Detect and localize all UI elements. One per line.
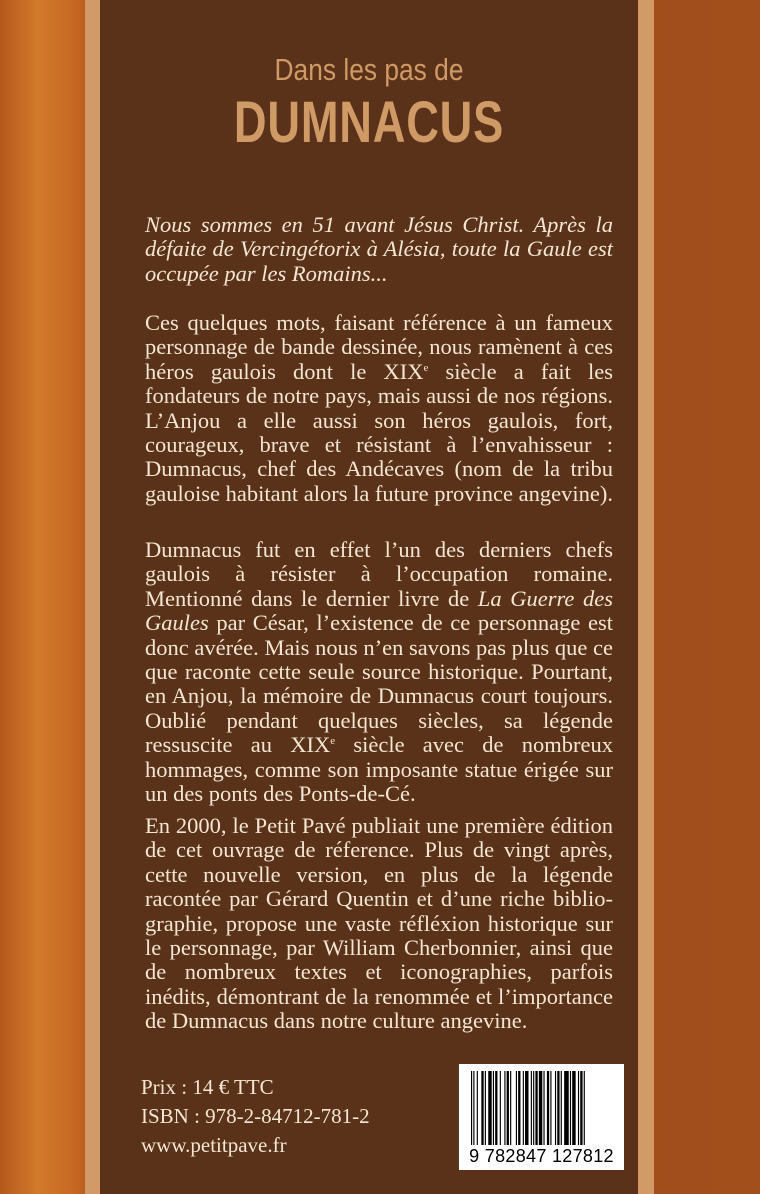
barcode-bar (578, 1071, 579, 1145)
isbn-label: ISBN : 978-2-84712-781-2 (141, 1104, 370, 1128)
barcode-bar (510, 1071, 511, 1145)
p2-book-title: La Guerre des Gaules (145, 585, 614, 636)
barcode-bar (488, 1071, 491, 1145)
isbn-barcode (459, 1064, 624, 1170)
barcode-bar (493, 1071, 494, 1145)
barcode-bar (547, 1071, 549, 1145)
barcode-bars (459, 1064, 624, 1148)
p2-text-part3: siècle avec de nombreux hommages, comme son imposante statue érigée sur un des ponts des Ponts-de-Cé. (145, 732, 613, 807)
barcode-bar (572, 1071, 575, 1145)
barcode-digits: 9 782847 127812 (469, 1146, 614, 1166)
barcode-bar (516, 1071, 517, 1145)
barcode-bar (525, 1071, 528, 1145)
book-title-line2: DUMNACUS (233, 90, 505, 155)
p2-text-part2: par César, l’existence de ce personnage est donc avérée. Mais nous n’en savons pas plus que ce que raconte cette seule source historique. Pourtant, en Anjou, la mémoire de Dumnacus court toujours. Oublié pendant quelques siècles, sa légende ressuscite au XIX (145, 610, 613, 758)
book-title-line1: Dans les pas de (274, 52, 464, 87)
barcode-bar (473, 1071, 474, 1145)
p2-superscript: e (330, 735, 336, 748)
paragraph-1 (145, 311, 613, 506)
paragraph-2 (145, 538, 613, 806)
barcode-bar (531, 1071, 532, 1145)
barcode-bar (495, 1071, 497, 1145)
intro-text: Nous sommes en 51 avant Jésus Christ. Après la défaite de Vercingétorix à Alésia, toute la Gaule est occupée par les Romains... (145, 212, 613, 286)
p1-superscript: e (423, 361, 429, 374)
intro-paragraph (145, 213, 613, 286)
barcode-bar (504, 1071, 505, 1145)
barcode-bar (543, 1071, 544, 1145)
p2-text-part1: Dumnacus fut en effet l’un des derniers chefs gaulois à résister à l’occupation romaine. Mentionné dans le dernier livre de (145, 537, 613, 611)
barcode-bar (539, 1071, 542, 1145)
barcode-bar (580, 1071, 582, 1145)
barcode-bar (555, 1071, 556, 1145)
barcode-bar (561, 1071, 562, 1145)
barcode-bar (550, 1071, 551, 1145)
barcode-bar (500, 1071, 501, 1145)
p1-text-end: siècle a fait les fondateurs de notre pays, mais aussi de nos régions. L’Anjou a elle aussi son héros gaulois, fort, courageux, brave et résistant à l’envahisseur : Dumnacus, chef des Andécaves (nom de la tribu gauloise habitant alors la future province angevine). (145, 358, 613, 506)
barcode-bar (481, 1071, 483, 1145)
barcode-bar (535, 1071, 537, 1145)
website-label: www.petitpave.fr (141, 1133, 287, 1157)
p1-text-start: Ces quelques mots, faisant référence à un fameux personnage de bande dessinée, nous ramènent à ces héros gaulois dont le XIX (145, 310, 613, 384)
p3-text: En 2000, le Petit Pavé publiait une première édition de cet ouvrage de réference. Plus de vingt après, cette nouvelle version, en plus de la légende racontée par Gérard Quentin et d’une riche bibliographie, propose une vaste réfléxion historique sur le personnage, par William Cherbonnier, ainsi que de nombreux textes et iconographies, parfois inédits, démontrant de la renommée et l’importance de Dumnacus dans notre culture angevine. (145, 813, 613, 1034)
barcode-bar (507, 1071, 509, 1145)
barcode-bar (477, 1071, 478, 1145)
barcode-bar (485, 1071, 486, 1145)
barcode-bar (523, 1071, 524, 1145)
barcode-bar (557, 1071, 559, 1145)
paragraph-3 (145, 814, 613, 1034)
barcode-bar (570, 1071, 571, 1145)
publication-info (141, 1073, 370, 1160)
price-label: Prix : 14 € TTC (141, 1075, 274, 1099)
barcode-bar (564, 1071, 569, 1145)
barcode-bar (471, 1071, 472, 1145)
barcode-bar (518, 1071, 520, 1145)
barcode-bar (533, 1071, 534, 1145)
barcode-bar (584, 1071, 585, 1145)
